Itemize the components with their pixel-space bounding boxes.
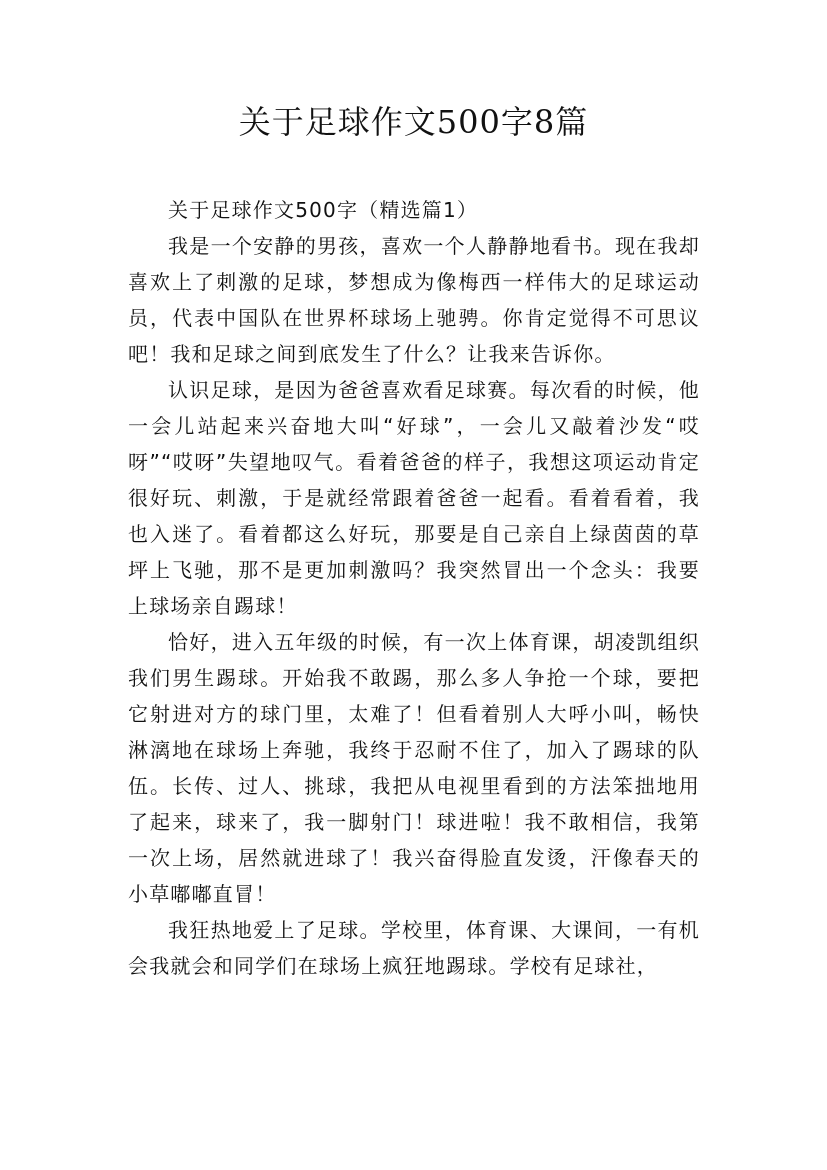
section-heading: 关于足球作文500字（精选篇1） xyxy=(168,198,479,222)
document-body xyxy=(128,192,700,984)
paragraph-2: 认识足球，是因为爸爸喜欢看足球赛。每次看的时候，他一会儿站起来兴奋地大叫“好球”，一会儿又敲着沙发“哎呀”“哎呀”失望地叹气。看着爸爸的样子，我想这项运动肯定很好玩、刺激，于是就经常跟着爸爸一起看。看着看着，我也入迷了。看着都这么好玩，那要是自己亲自上绿茵茵的草坪上飞驰，那不是更加刺激吗？我突然冒出一个念头：我要上球场亲自踢球！ xyxy=(128,378,700,618)
document-title: 关于足球作文500字8篇 xyxy=(238,103,589,141)
paragraph-3: 恰好，进入五年级的时候，有一次上体育课，胡凌凯组织我们男生踢球。开始我不敢踢，那么多人争抢一个球，要把它射进对方的球门里，太难了！但看着别人大呼小叫，畅快淋漓地在球场上奔驰，我终于忍耐不住了，加入了踢球的队伍。长传、过人、挑球，我把从电视里看到的方法笨拙地用了起来，球来了，我一脚射门！球进啦！我不敢相信，我第一次上场，居然就进球了！我兴奋得脸直发烫，汗像春天的小草嘟嘟直冒！ xyxy=(128,630,700,906)
paragraph-4: 我狂热地爱上了足球。学校里，体育课、大课间，一有机会我就会和同学们在球场上疯狂地踢球。学校有足球社， xyxy=(128,918,700,978)
paragraph-1: 我是一个安静的男孩，喜欢一个人静静地看书。现在我却喜欢上了刺激的足球，梦想成为像梅西一样伟大的足球运动员，代表中国队在世界杯球场上驰骋。你肯定觉得不可思议吧！我和足球之间到底发生了什么？让我来告诉你。 xyxy=(128,234,700,366)
